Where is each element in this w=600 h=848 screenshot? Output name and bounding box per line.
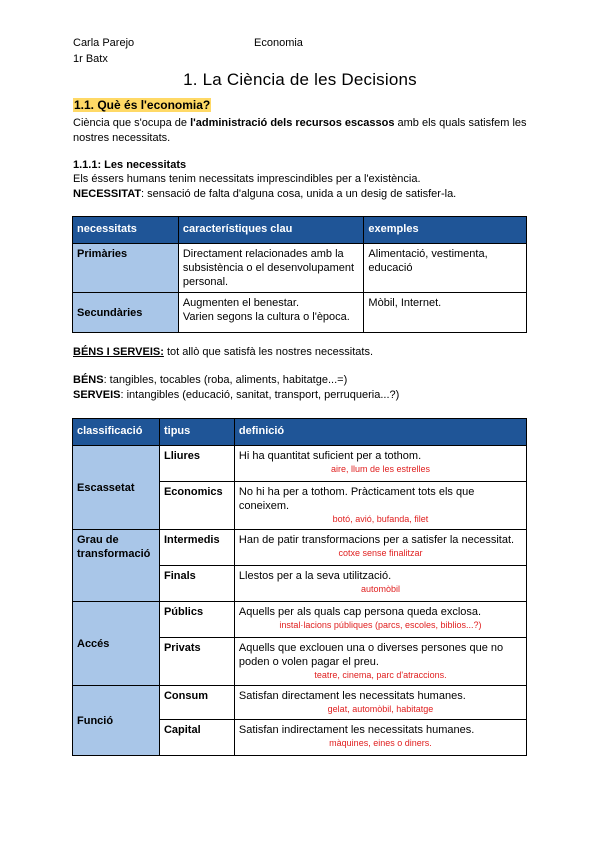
row-definition xyxy=(234,482,526,530)
row-definition xyxy=(234,720,526,756)
definition-text: Aquells que exclouen una o diverses persones que no poden o volen pagar el preu. xyxy=(238,642,504,668)
row-examples: Alimentació, vestimenta, educació xyxy=(364,244,527,293)
table-row xyxy=(73,244,527,293)
example-note: màquines, eines o diners. xyxy=(329,738,432,748)
need-term: NECESSITAT xyxy=(73,188,142,200)
services-term: SERVEIS xyxy=(73,389,121,401)
needs-table xyxy=(72,216,527,333)
goods-services-term: BÉNS I SERVEIS: xyxy=(73,346,164,358)
definition-text: Hi ha quantitat suficient per a tothom. xyxy=(238,450,422,462)
highlighted-heading: 1.1. Què és l'economia? xyxy=(74,98,211,112)
table-header-row xyxy=(73,419,527,446)
table-row xyxy=(73,686,527,720)
services-line xyxy=(73,388,533,403)
column-header: classificació xyxy=(73,419,160,446)
row-type: Privats xyxy=(159,638,234,686)
table-row xyxy=(73,446,527,482)
row-type: Capital xyxy=(159,720,234,756)
example-note: aire, llum de les estrelles xyxy=(330,464,430,474)
row-definition xyxy=(234,446,526,482)
definition-text: Satisfan directament les necessitats humanes. xyxy=(238,690,466,702)
section-heading-1-1 xyxy=(73,98,533,113)
need-definition xyxy=(73,187,533,202)
definition-text: Ciència que s'ocupa de xyxy=(73,117,191,129)
column-header: necessitats xyxy=(73,217,179,244)
row-category: Funció xyxy=(73,686,160,756)
column-header: tipus xyxy=(159,419,234,446)
goods-text: : tangibles, tocables (roba, aliments, habitatge...=) xyxy=(103,374,348,386)
row-category: Secundàries xyxy=(73,293,179,333)
services-text: : intangibles (educació, sanitat, transport, perruqueria...?) xyxy=(120,389,400,401)
row-description xyxy=(178,293,364,333)
row-definition xyxy=(234,638,526,686)
row-examples: Mòbil, Internet. xyxy=(364,293,527,333)
row-category: Accés xyxy=(73,602,160,686)
row-definition xyxy=(234,686,526,720)
definition-text: No hi ha per a tothom. Pràcticament tots els que coneixem. xyxy=(238,486,475,512)
header-author: Carla Parejo xyxy=(73,37,135,49)
row-type: Finals xyxy=(159,566,234,602)
row-category: Primàries xyxy=(73,244,179,293)
definition-text: Han de patir transformacions per a satisfer la necessitat. xyxy=(238,534,515,546)
row-category: Escassetat xyxy=(73,446,160,530)
definition-bold: l'administració dels recursos escassos xyxy=(190,117,395,129)
needs-intro: Els éssers humans tenim necessitats imprescindibles per a l'existència. xyxy=(73,173,421,185)
table-header-row xyxy=(73,217,527,244)
example-note: botó, avió, bufanda, filet xyxy=(332,514,429,524)
row-type: Lliures xyxy=(159,446,234,482)
table-row xyxy=(73,293,527,333)
goods-classification-table xyxy=(72,418,527,756)
row-definition xyxy=(234,530,526,566)
example-note: gelat, automòbil, habitatge xyxy=(327,704,434,714)
section-heading-1-1-1: 1.1.1: Les necessitats xyxy=(73,159,187,171)
example-note: automòbil xyxy=(360,584,400,594)
column-header: característiques clau xyxy=(178,217,364,244)
header-class: 1r Batx xyxy=(73,53,108,65)
row-category: Grau de transformació xyxy=(73,530,160,602)
definition-text: Satisfan indirectament les necessitats humanes. xyxy=(238,724,475,736)
row-definition xyxy=(234,602,526,638)
table-row xyxy=(73,530,527,566)
need-def-text: : sensació de falta d'alguna cosa, unida a un desig de satisfer-la. xyxy=(141,188,457,200)
goods-services-definition xyxy=(73,345,533,360)
goods-line xyxy=(73,373,533,388)
goods-term: BÉNS xyxy=(73,374,104,386)
row-definition xyxy=(234,566,526,602)
table-row xyxy=(73,602,527,638)
goods-services-text: tot allò que satisfà les nostres necessitats. xyxy=(163,346,373,358)
description-text: Augmenten el benestar. Varien segons la cultura o l'època. xyxy=(182,297,350,323)
column-header: exemples xyxy=(364,217,527,244)
header-subject: Economia xyxy=(254,37,303,49)
economy-definition xyxy=(73,116,533,146)
row-type: Consum xyxy=(159,686,234,720)
row-type: Economics xyxy=(159,482,234,530)
row-type: Públics xyxy=(159,602,234,638)
definition-text: Aquells per als quals cap persona queda exclosa. xyxy=(238,606,482,618)
page-title: 1. La Ciència de les Decisions xyxy=(183,70,417,89)
row-type: Intermedis xyxy=(159,530,234,566)
row-description: Directament relacionades amb la subsistència o el desenvolupament personal. xyxy=(178,244,364,293)
example-note: cotxe sense finalitzar xyxy=(338,548,423,558)
definition-text: Llestos per a la seva utilització. xyxy=(238,570,392,582)
definition-text-end: amb els quals satisfem les nostres necessitats. xyxy=(73,117,527,144)
example-note: teatre, cinema, parc d'atraccions. xyxy=(314,670,447,680)
example-note: instal·lacions públiques (parcs, escoles, biblios...?) xyxy=(279,620,482,630)
column-header: definició xyxy=(234,419,526,446)
